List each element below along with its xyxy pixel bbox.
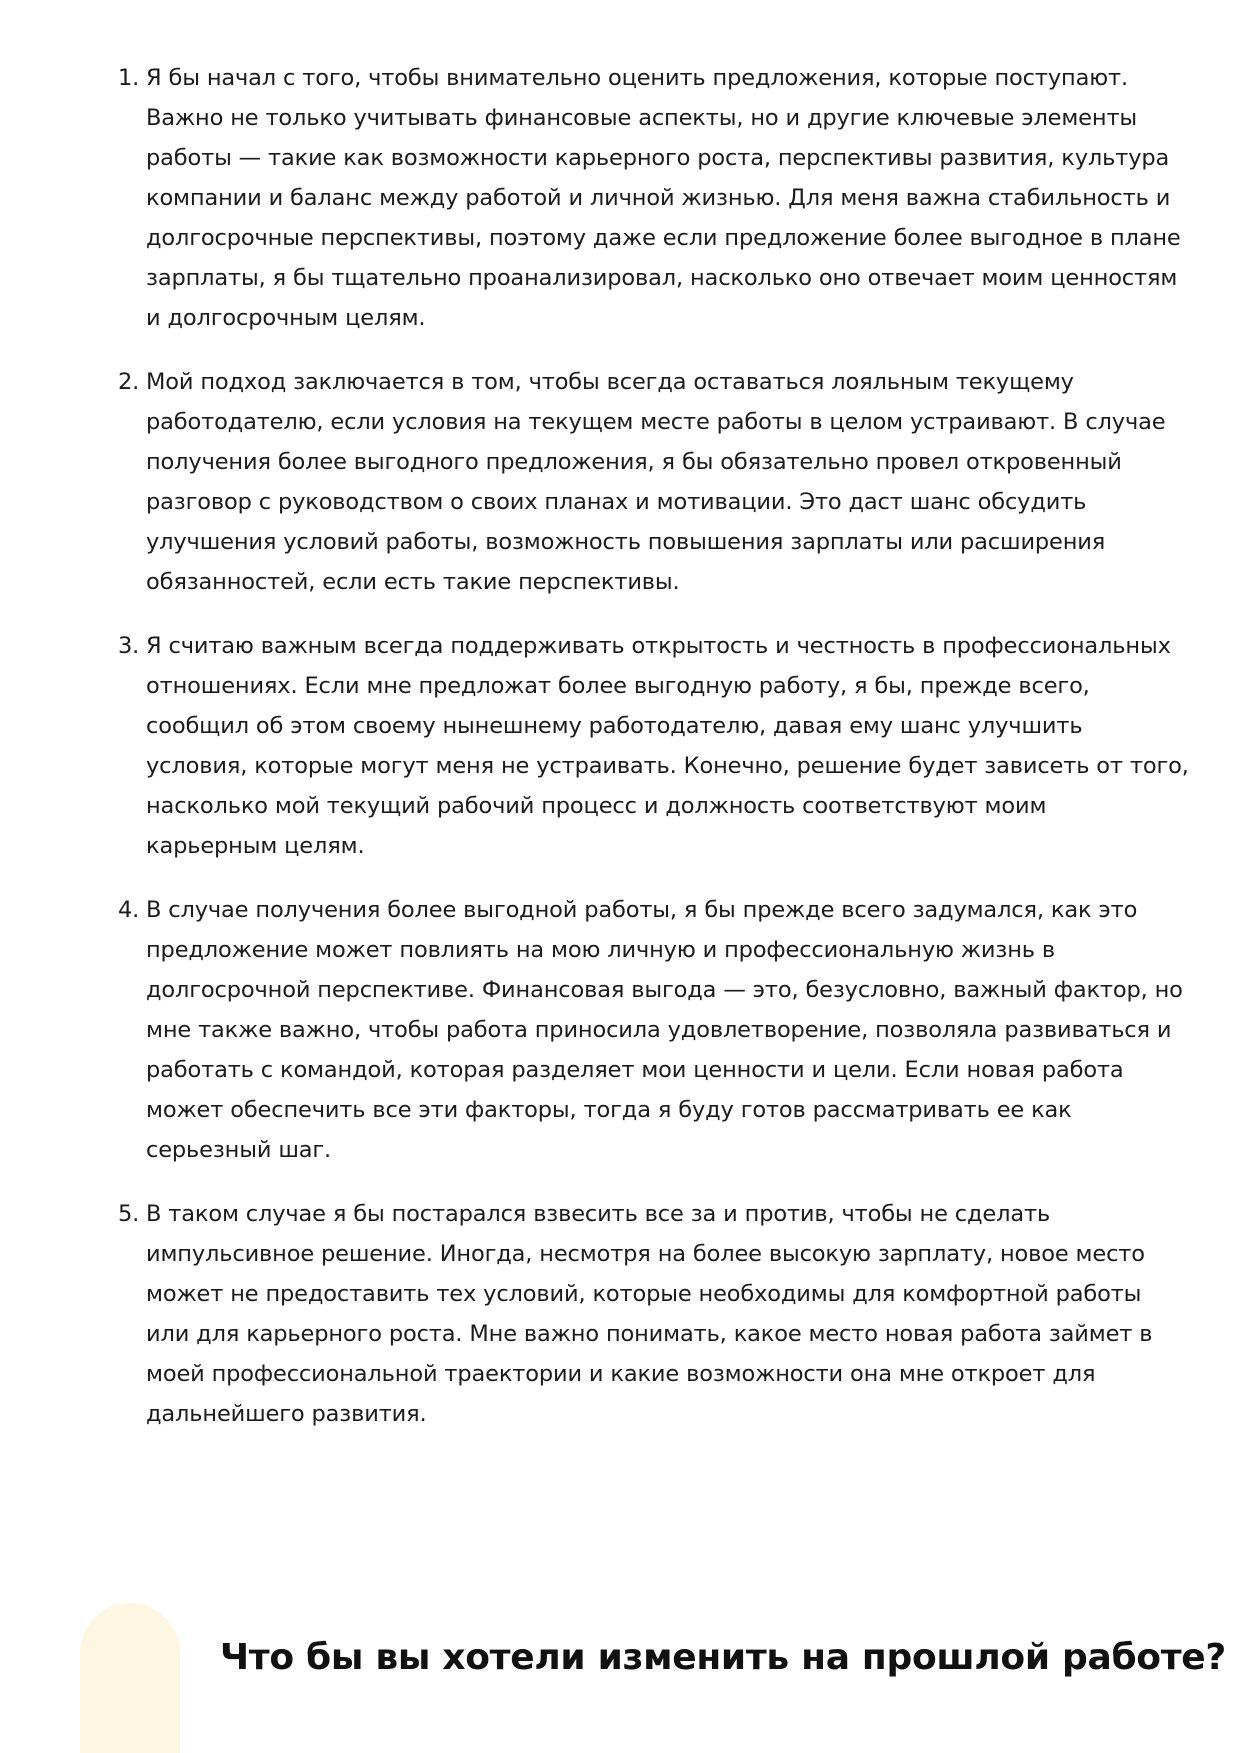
answer-line: Я считаю важным всегда поддерживать открытость и честность в профессиональных bbox=[146, 633, 1171, 659]
answer-line: долгосрочные перспективы, поэтому даже если предложение более выгодное в плане bbox=[146, 225, 1181, 251]
answer-number: 2. bbox=[118, 369, 140, 395]
answer-line: дальнейшего развития. bbox=[146, 1401, 427, 1427]
answer-line: Я бы начал с того, чтобы внимательно оценить предложения, которые поступают. bbox=[146, 65, 1128, 91]
answer-line: предложение может повлиять на мою личную и профессиональную жизнь в bbox=[146, 937, 1055, 963]
answer-line: Важно не только учитывать финансовые аспекты, но и другие ключевые элементы bbox=[146, 105, 1138, 131]
answer-line: моей профессиональной траектории и какие возможности она мне откроет для bbox=[146, 1361, 1096, 1387]
answer-item-3 bbox=[0, 626, 1239, 866]
answer-number: 4. bbox=[118, 897, 140, 923]
answer-line: серьезный шаг. bbox=[146, 1137, 332, 1163]
next-question-section bbox=[0, 1580, 1239, 1753]
answer-number: 1. bbox=[118, 65, 140, 91]
answer-line: может обеспечить все эти факторы, тогда я буду готов рассматривать ее как bbox=[146, 1097, 1072, 1123]
answer-item-5 bbox=[0, 1194, 1239, 1434]
answer-line: компании и баланс между работой и личной жизнью. Для меня важна стабильность и bbox=[146, 185, 1171, 211]
answer-line: отношениях. Если мне предложат более выгодную работу, я бы, прежде всего, bbox=[146, 673, 1090, 699]
answer-line: мне также важно, чтобы работа приносила удовлетворение, позволяла развиваться и bbox=[146, 1017, 1172, 1043]
answer-line: получения более выгодного предложения, я бы обязательно провел откровенный bbox=[146, 449, 1122, 475]
decorative-shape bbox=[80, 1603, 180, 1753]
answer-line: улучшения условий работы, возможность повышения зарплаты или расширения bbox=[146, 529, 1106, 555]
answer-line: зарплаты, я бы тщательно проанализировал, насколько оно отвечает моим ценностям bbox=[146, 265, 1178, 291]
answer-line: условия, которые могут меня не устраивать. Конечно, решение будет зависеть от того, bbox=[146, 753, 1189, 779]
answer-line: В таком случае я бы постарался взвесить все за и против, чтобы не сделать bbox=[146, 1201, 1051, 1227]
answer-item-1 bbox=[0, 58, 1239, 338]
answer-line: работодателю, если условия на текущем месте работы в целом устраивают. В случае bbox=[146, 409, 1166, 435]
answer-line: насколько мой текущий рабочий процесс и должность соответствуют моим bbox=[146, 793, 1047, 819]
answer-line: или для карьерного роста. Мне важно понимать, какое место новая работа займет в bbox=[146, 1321, 1153, 1347]
answer-item-2 bbox=[0, 362, 1239, 602]
answer-line: В случае получения более выгодной работы, я бы прежде всего задумался, как это bbox=[146, 897, 1138, 923]
answer-line: работы — такие как возможности карьерного роста, перспективы развития, культура bbox=[146, 145, 1170, 171]
answer-line: обязанностей, если есть такие перспективы. bbox=[146, 569, 680, 595]
answer-line: Мой подход заключается в том, чтобы всегда оставаться лояльным текущему bbox=[146, 369, 1074, 395]
answer-line: разговор с руководством о своих планах и мотивации. Это даст шанс обсудить bbox=[146, 489, 1087, 515]
answers-list bbox=[0, 58, 1239, 1458]
section-heading: Что бы вы хотели изменить на прошлой работе? bbox=[220, 1637, 1226, 1678]
answer-item-4 bbox=[0, 890, 1239, 1170]
answer-number: 5. bbox=[118, 1201, 140, 1227]
answer-line: может не предоставить тех условий, которые необходимы для комфортной работы bbox=[146, 1281, 1142, 1307]
answer-line: сообщил об этом своему нынешнему работодателю, давая ему шанс улучшить bbox=[146, 713, 1083, 739]
answer-line: работать с командой, которая разделяет мои ценности и цели. Если новая работа bbox=[146, 1057, 1124, 1083]
answer-line: карьерным целям. bbox=[146, 833, 365, 859]
answer-number: 3. bbox=[118, 633, 140, 659]
answer-line: и долгосрочным целям. bbox=[146, 305, 426, 331]
answer-line: долгосрочной перспективе. Финансовая выгода — это, безусловно, важный фактор, но bbox=[146, 977, 1183, 1003]
answer-line: импульсивное решение. Иногда, несмотря на более высокую зарплату, новое место bbox=[146, 1241, 1145, 1267]
